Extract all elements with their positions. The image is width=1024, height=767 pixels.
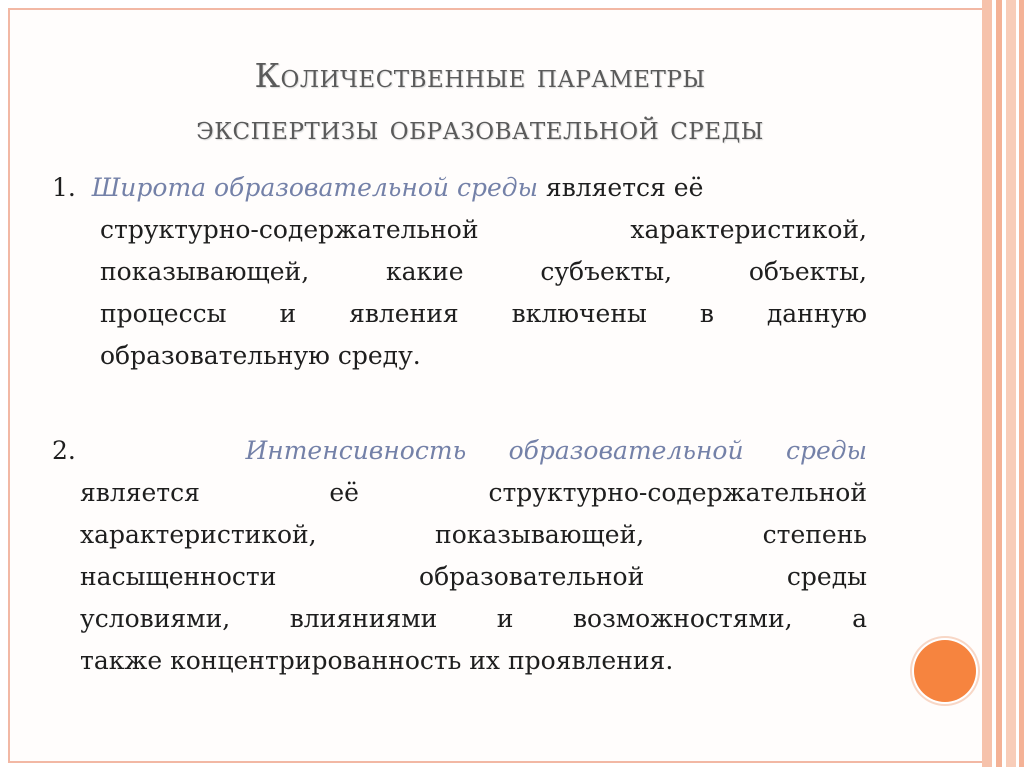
item-text-line: насыщенности образовательной среды: [80, 562, 867, 591]
item-term: Интенсивность образовательной среды: [245, 436, 867, 465]
decorative-stripes: [982, 0, 1024, 767]
item-text-line: условиями, влияниями и возможностями, а: [80, 604, 867, 633]
item-number: 2.: [52, 436, 76, 465]
stripe: [1019, 0, 1024, 767]
item-text-line: процессы и явления включены в данную: [100, 299, 867, 328]
list-item-1: [52, 167, 867, 377]
item-text-line: характеристикой, показывающей, степень: [80, 520, 867, 549]
item-text-line: структурно-содержательной характеристикой,: [100, 215, 867, 244]
item-text-line: также концентрированность их проявления.: [80, 646, 674, 675]
item-text-line: показывающей, какие субъекты, объекты,: [100, 257, 867, 286]
item-text-line: является её структурно-содержательной: [80, 478, 867, 507]
item-number: 1.: [52, 173, 76, 202]
slide-title: [60, 50, 900, 154]
list-item-1-first-line: [52, 167, 867, 209]
item-term: Широта образовательной среды: [91, 173, 538, 202]
title-line-2: экспертизы образовательной среды: [196, 108, 764, 147]
stripe: [996, 0, 1002, 767]
list-item-2-first-line: [52, 430, 867, 472]
decorative-circle: [914, 640, 976, 702]
stripe: [1006, 0, 1016, 767]
item-text-line: образовательную среду.: [100, 341, 421, 370]
title-line-1: Количественные параметры: [254, 56, 706, 95]
stripe: [982, 0, 992, 767]
item-text: является её: [537, 173, 704, 202]
list-item-2: [52, 430, 867, 682]
